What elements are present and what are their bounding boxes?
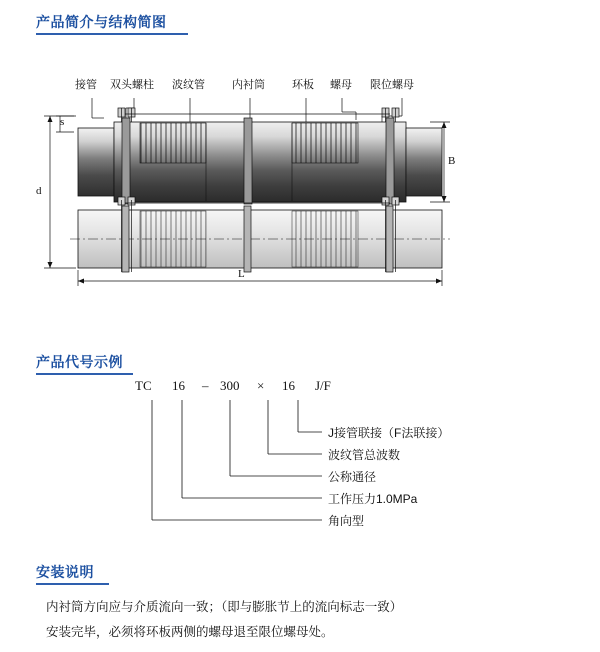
code-token-diameter: 300: [220, 378, 240, 393]
code-desc-pressure: 工作压力1.0MPa: [328, 492, 418, 506]
install-note-1: 内衬筒方向应与介质流向一致；（即与膨胀节上的流向标志一致）: [46, 600, 403, 614]
code-desc-wave-count: 波纹管总波数: [328, 448, 401, 462]
callout-label-ring-plate: 环板: [292, 79, 314, 91]
callout-label-nozzle: 接管: [75, 79, 97, 91]
install-note-2: 安装完毕，必须将环板两侧的螺母退至限位螺母处。: [46, 625, 334, 639]
product-code-leader-lines: [110, 382, 510, 542]
callout-label-nut: 螺母: [330, 79, 352, 91]
section-underline-code: [36, 373, 133, 375]
callout-label-liner: 内衬筒: [232, 79, 265, 91]
section-heading-code: 产品代号示例: [36, 354, 123, 370]
code-token-connection: J/F: [315, 378, 331, 393]
dimension-label-d: d: [36, 185, 42, 197]
code-token-series: TC: [135, 378, 152, 393]
code-desc-diameter: 公称通径: [328, 470, 377, 484]
section-heading-intro: 产品简介与结构简图: [36, 14, 167, 30]
product-code-example: [110, 378, 510, 542]
section-underline-intro: [36, 33, 188, 35]
structure-diagram-svg: [30, 60, 570, 290]
code-token-times: ×: [257, 378, 265, 393]
dimension-label-B: B: [448, 155, 456, 167]
install-notes: [46, 598, 566, 648]
dimension-label-s: s: [60, 116, 65, 128]
dimension-label-L: L: [238, 268, 245, 280]
callout-label-double-stud: 双头螺柱: [110, 79, 154, 91]
code-desc-type: 角向型: [328, 514, 365, 528]
structure-diagram: [30, 60, 570, 290]
callout-label-bellows: 波纹管: [172, 79, 205, 91]
code-token-dash: –: [202, 378, 209, 393]
section-heading-install: 安装说明: [36, 564, 94, 580]
section-underline-install: [36, 583, 109, 585]
code-desc-connection: J接管联接（F法联接）: [328, 426, 450, 440]
code-token-pressure: 16: [172, 378, 185, 393]
code-token-wave-count: 16: [282, 378, 295, 393]
callout-label-limit-nut: 限位螺母: [370, 79, 414, 91]
